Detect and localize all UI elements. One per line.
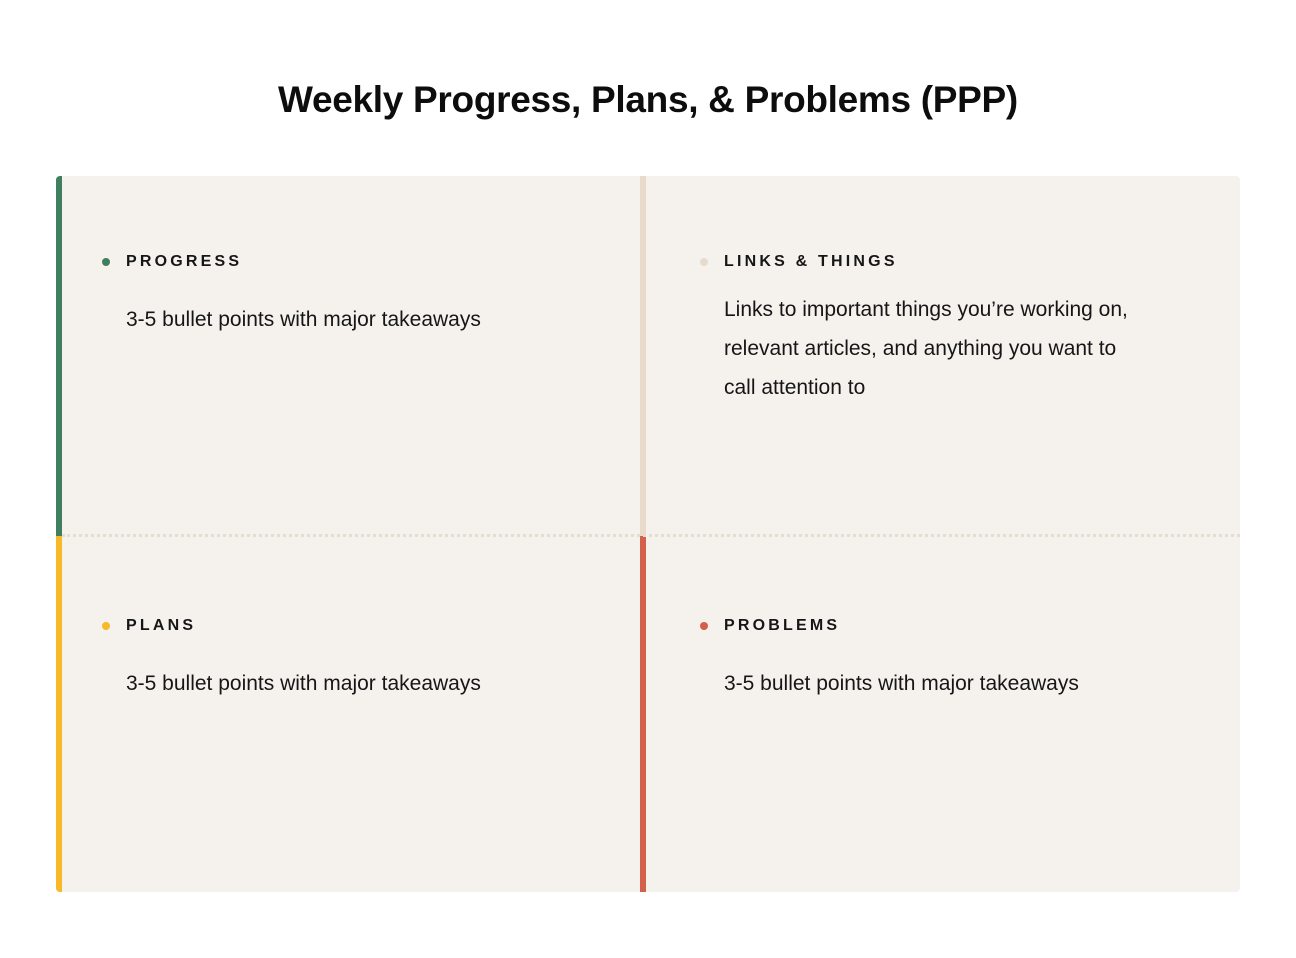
- plans-label: PLANS: [126, 617, 197, 634]
- links-text: Links to important things you’re working on, relevant articles, and anything you want to call attention to: [724, 298, 1128, 399]
- progress-accent-bar: [56, 176, 62, 536]
- problems-section: [700, 616, 1200, 703]
- progress-section: [102, 252, 622, 339]
- progress-header: [102, 252, 622, 272]
- links-label: LINKS & THINGS: [724, 253, 898, 270]
- plans-accent-bar: [56, 536, 62, 892]
- progress-bullet-icon: [102, 258, 110, 266]
- problems-accent-bar: [640, 536, 646, 892]
- problems-header: [700, 616, 1200, 636]
- horizontal-divider: [62, 534, 1240, 537]
- links-header: [700, 252, 1200, 272]
- links-accent-bar: [640, 176, 646, 536]
- plans-text: 3-5 bullet points with major takeaways: [126, 672, 481, 695]
- plans-header: [102, 616, 622, 636]
- progress-text: 3-5 bullet points with major takeaways: [126, 308, 481, 331]
- problems-label: PROBLEMS: [724, 617, 841, 634]
- progress-label: PROGRESS: [126, 253, 243, 270]
- problems-bullet-icon: [700, 622, 708, 630]
- links-section: [700, 252, 1200, 407]
- ppp-board: [56, 176, 1240, 892]
- links-bullet-icon: [700, 258, 708, 266]
- page-title: Weekly Progress, Plans, & Problems (PPP): [278, 78, 1018, 120]
- problems-text: 3-5 bullet points with major takeaways: [724, 672, 1079, 695]
- plans-bullet-icon: [102, 622, 110, 630]
- plans-section: [102, 616, 622, 703]
